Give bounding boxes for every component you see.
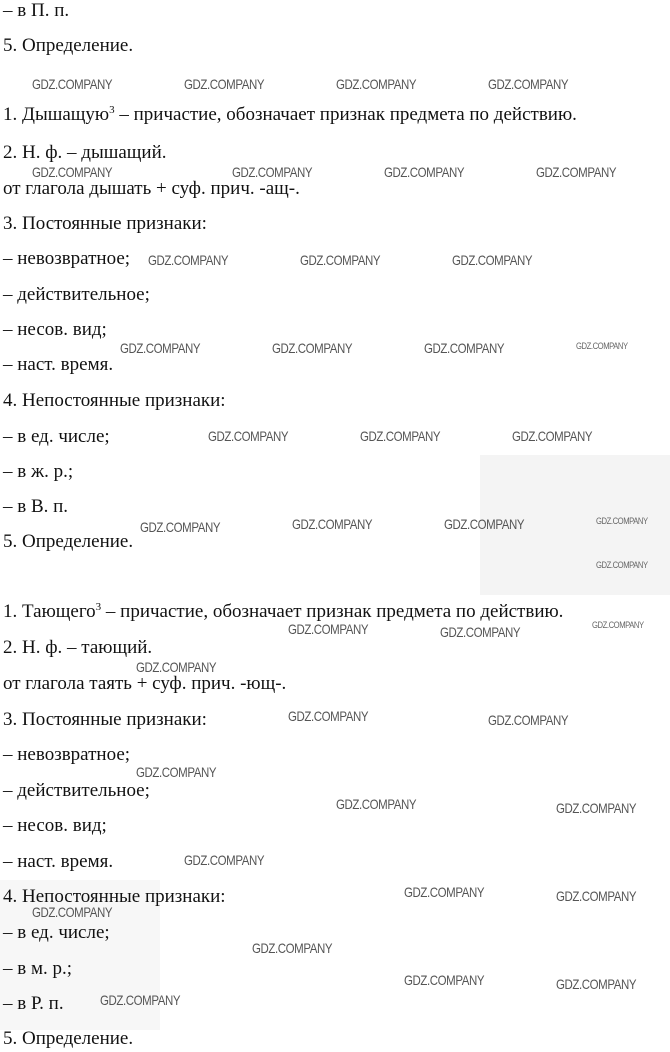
watermark: GDZ.COMPANY [32,164,113,180]
watermark: GDZ.COMPANY [140,519,221,535]
watermark: GDZ.COMPANY [556,976,637,992]
text-line: 3. Постоянные признаки: [3,213,207,234]
text-line: – в ед. числе; [3,426,110,447]
watermark: GDZ.COMPANY [136,659,217,675]
watermark: GDZ.COMPANY [596,516,648,526]
watermark: GDZ.COMPANY [440,624,521,640]
watermark: GDZ.COMPANY [292,516,373,532]
text-line: – наст. время. [3,354,114,375]
text-line: – невозвратное; [3,744,131,765]
text-line: – действительное; [3,284,150,305]
watermark: GDZ.COMPANY [556,888,637,904]
watermark: GDZ.COMPANY [232,164,313,180]
watermark: GDZ.COMPANY [424,340,505,356]
watermark: GDZ.COMPANY [488,712,569,728]
watermark: GDZ.COMPANY [404,884,485,900]
watermark: GDZ.COMPANY [536,164,617,180]
text-line: 1. Тающего$^3$ – причастие, обозначает признак предмета по действию. [3,601,564,622]
text-line: – в ед. числе; [3,922,110,943]
watermark: GDZ.COMPANY [288,621,369,637]
watermark: GDZ.COMPANY [184,76,265,92]
text-line: 3. Постоянные признаки: [3,709,207,730]
text-line: – в Р. п. [3,993,64,1014]
text-line: 5. Определение. [3,1028,134,1049]
watermark: GDZ.COMPANY [404,972,485,988]
watermark: GDZ.COMPANY [576,341,628,351]
watermark: GDZ.COMPANY [288,708,369,724]
text-line: – в ж. р.; [3,461,74,482]
watermark: GDZ.COMPANY [136,764,217,780]
watermark: GDZ.COMPANY [336,796,417,812]
text-line: – действительное; [3,780,150,801]
watermark: GDZ.COMPANY [32,904,113,920]
watermark: GDZ.COMPANY [452,252,533,268]
watermark: GDZ.COMPANY [512,428,593,444]
watermark: GDZ.COMPANY [488,76,569,92]
watermark: GDZ.COMPANY [444,516,525,532]
watermark: GDZ.COMPANY [360,428,441,444]
watermark: GDZ.COMPANY [100,992,181,1008]
watermark: GDZ.COMPANY [184,852,265,868]
text-line: – в В. п. [3,496,69,517]
watermark: GDZ.COMPANY [592,620,644,630]
watermark: GDZ.COMPANY [272,340,353,356]
text-line: 5. Определение. [3,531,134,552]
text-line: – несов. вид; [3,319,107,340]
watermark: GDZ.COMPANY [300,252,381,268]
watermark: GDZ.COMPANY [556,800,637,816]
text-line: 4. Непостоянные признаки: [3,886,226,907]
text-line: – невозвратное; [3,248,131,269]
watermark: GDZ.COMPANY [336,76,417,92]
watermark: GDZ.COMPANY [252,940,333,956]
text-line: – наст. время. [3,851,114,872]
watermark: GDZ.COMPANY [120,340,201,356]
watermark: GDZ.COMPANY [32,76,113,92]
watermark: GDZ.COMPANY [384,164,465,180]
text-line: – в м. р.; [3,958,73,979]
text-line: от глагола таять + суф. прич. -ющ-. [3,673,287,694]
watermark: GDZ.COMPANY [148,252,229,268]
text-line: – в П. п. [3,0,70,21]
text-line: 2. Н. ф. – тающий. [3,637,153,658]
text-line: 4. Непостоянные признаки: [3,390,226,411]
text-line: от глагола дышать + суф. прич. -ащ-. [3,178,300,199]
text-line: 2. Н. ф. – дышащий. [3,142,167,163]
text-line: – несов. вид; [3,815,107,836]
text-line: 5. Определение. [3,35,134,56]
watermark: GDZ.COMPANY [208,428,289,444]
watermark: GDZ.COMPANY [596,560,648,570]
text-line: 1. Дышащую$^3$ – причастие, обозначает признак предмета по действию. [3,104,577,125]
